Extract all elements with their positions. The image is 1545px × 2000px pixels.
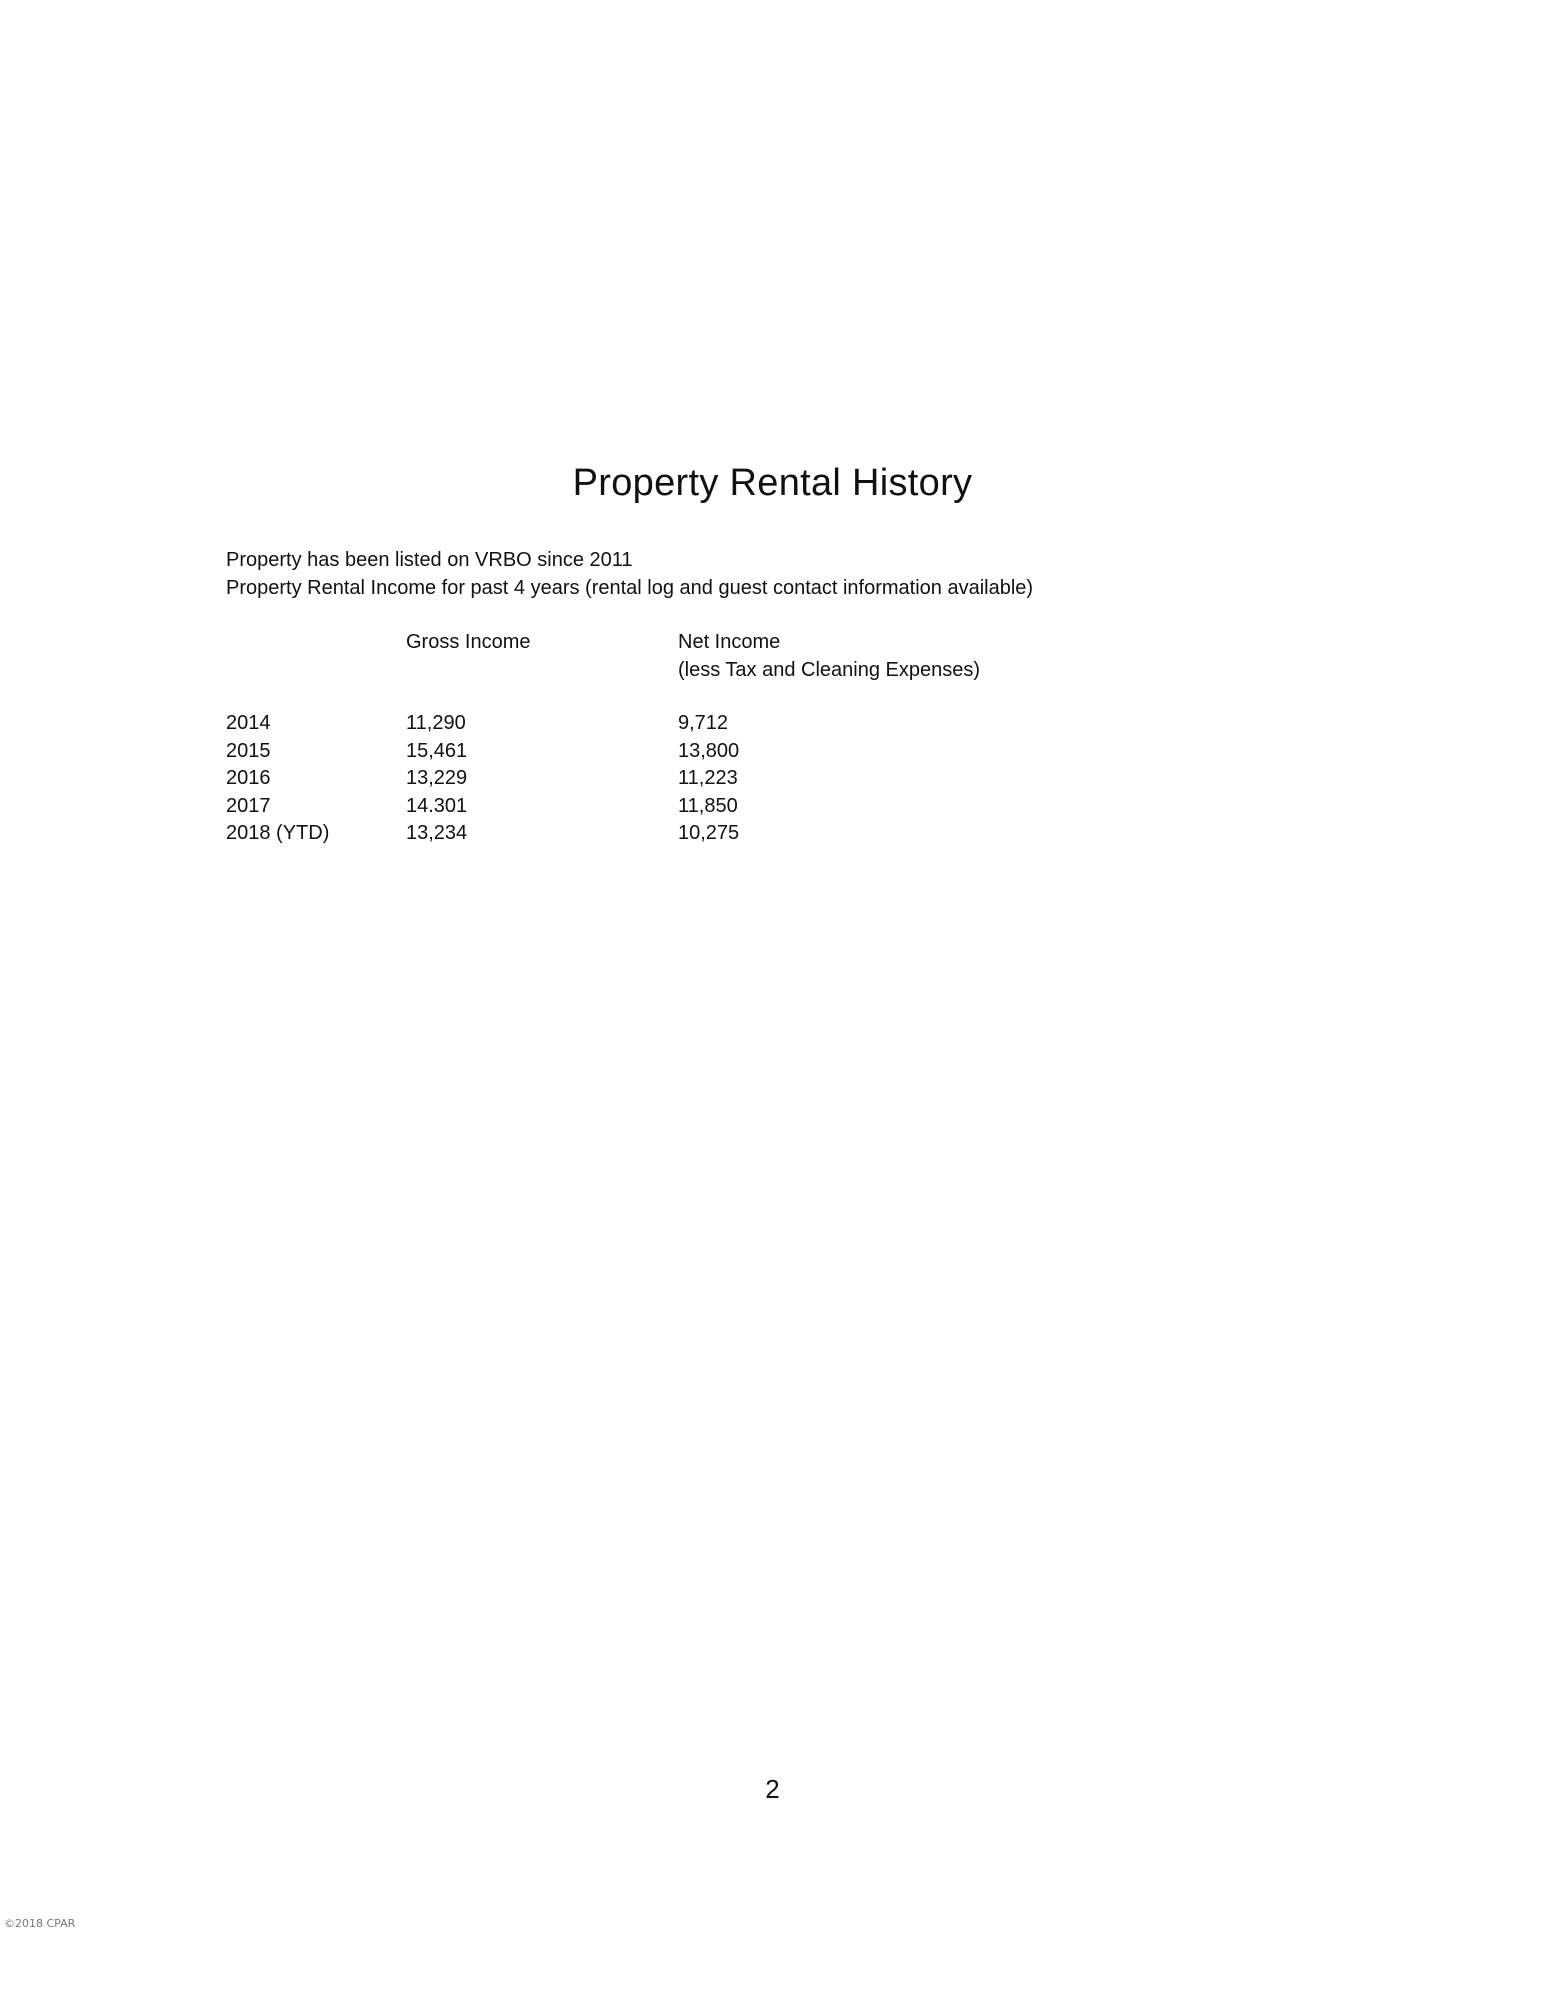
- cell-gross: 13,229: [406, 767, 468, 789]
- cell-gross: 15,461: [406, 739, 468, 762]
- cell-year: 2015: [226, 739, 271, 762]
- table-row: [226, 793, 1026, 821]
- cell-gross: 13,234: [406, 822, 468, 844]
- cell-year: 2016: [226, 767, 271, 789]
- page-title: Property Rental History: [572, 462, 973, 504]
- cell-gross: 14.301: [406, 794, 468, 817]
- cell-net: 10,275: [678, 822, 740, 844]
- header-net-title: Net Income: [678, 631, 781, 653]
- cell-year: 2017: [226, 794, 271, 817]
- cell-year: 2014: [226, 712, 271, 734]
- cell-year: 2018 (YTD): [226, 822, 330, 844]
- header-net-income: [678, 628, 980, 684]
- table-body: [226, 710, 1026, 848]
- header-net-subtitle: (less Tax and Cleaning Expenses): [678, 659, 981, 681]
- cell-net: 11,223: [678, 767, 738, 789]
- header-gross-income: Gross Income: [406, 631, 531, 653]
- cell-net: 9,712: [678, 712, 729, 734]
- table-row: [226, 765, 1026, 793]
- cell-gross: 11,290: [406, 712, 466, 734]
- intro-text: [226, 546, 1033, 602]
- table-row: [226, 738, 1026, 766]
- table-row: [226, 710, 1026, 738]
- copyright-watermark: ©2018 CPAR: [4, 1917, 76, 1930]
- page-number: 2: [765, 1774, 780, 1804]
- cell-net: 13,800: [678, 739, 740, 762]
- table-row: [226, 820, 1026, 848]
- cell-net: 11,850: [678, 794, 738, 817]
- intro-line-income: Property Rental Income for past 4 years (rental log and guest contact information available): [226, 577, 1034, 599]
- intro-line-listing: Property has been listed on VRBO since 2011: [226, 549, 633, 571]
